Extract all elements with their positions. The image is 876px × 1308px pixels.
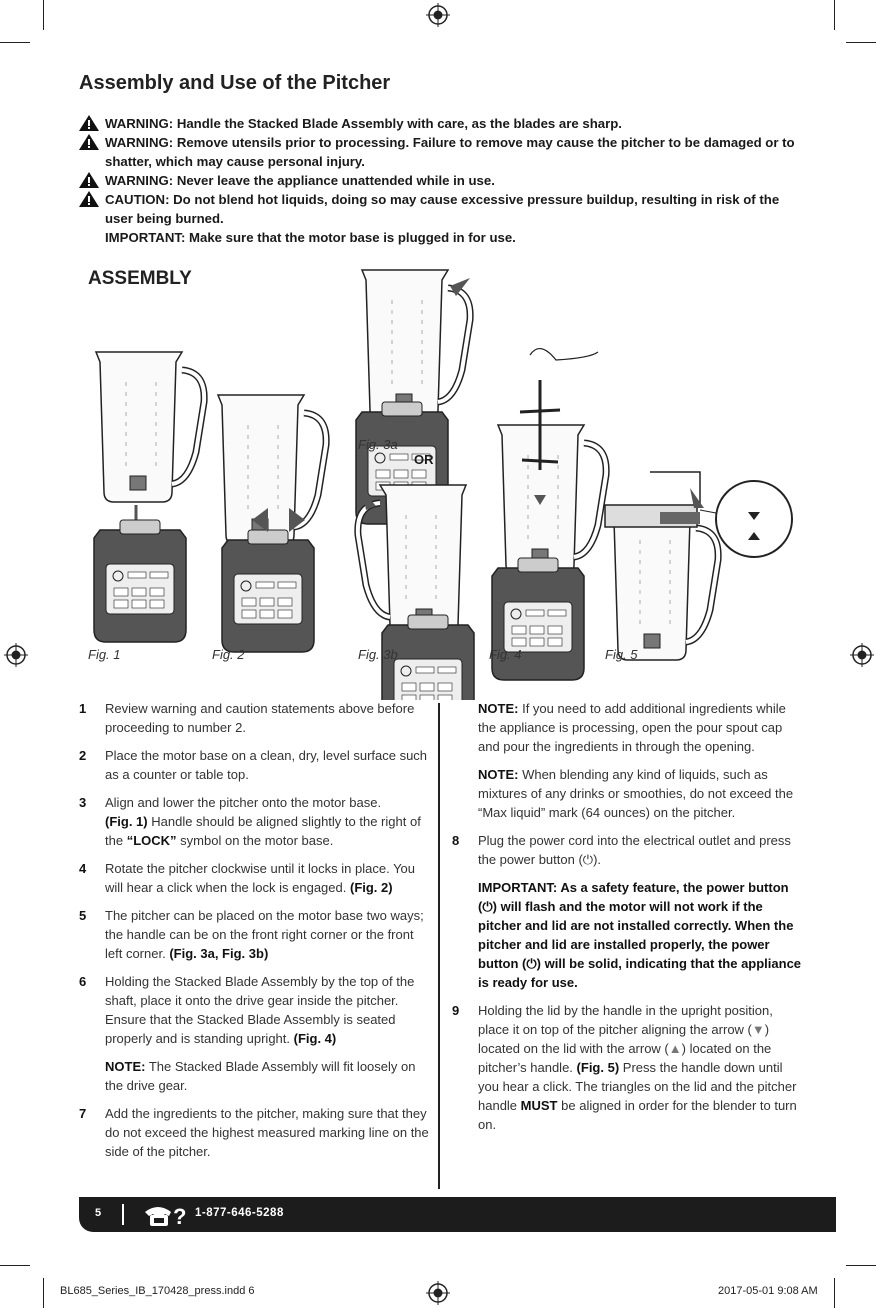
note: NOTE: The Stacked Blade Assembly will fit loosely on the drive gear. — [105, 1059, 416, 1093]
phone-number: 1-877-646-5288 — [195, 1207, 284, 1219]
registration-mark-icon — [426, 1281, 450, 1305]
phone-question-icon — [143, 1202, 189, 1228]
right-column — [452, 699, 804, 1143]
step-item: 4 Rotate the pitcher clockwise until it locks in place. You will hear a click when the lock is engaged. (Fig. 2) — [79, 861, 416, 895]
figure-label: Fig. 3b — [358, 647, 398, 662]
arrow-up-icon: ▲ — [668, 1041, 682, 1056]
step-item: 5 The pitcher can be placed on the motor base two ways; the handle can be on the front right corner or the front left corner. (Fig. 3a, Fig. 3b) — [79, 908, 424, 961]
note: NOTE: When blending any kind of liquids, such as mixtures of any drinks or smoothies, do not exceed the “Max liquid” mark (64 ounces) on the pitcher. — [478, 767, 794, 820]
power-icon: ⏻ — [526, 956, 537, 971]
step-item: 1 Review warning and caution statements above before proceeding to number 2. — [79, 701, 415, 735]
footer-bar — [79, 1197, 836, 1232]
step-item: 9 Holding the lid by the handle in the upright position, place it on top of the pitcher aligning the arrow (▼) located on the lid with the arrow (▲) located on the pitcher’s handle. (Fig. 5) Press the handle down until you hear a click. The triangles on the lid and the pitcher handle MUST be aligned in order for the blender to turn on. — [452, 1003, 797, 1132]
step-item: 7 Add the ingredients to the pitcher, making sure that they do not exceed the highest measured marking line on the side of the pitcher. — [79, 1106, 429, 1159]
step-item: 2 Place the motor base on a clean, dry, level surface such as a counter or table top. — [79, 748, 428, 782]
footer-divider — [122, 1204, 124, 1225]
caution-item: CAUTION: Do not blend hot liquids, doing so may cause excessive pressure buildup, resulting in risk of the user being burned. — [79, 190, 809, 228]
figure-label: Fig. 4 — [489, 647, 522, 662]
warning-item: WARNING: Remove utensils prior to processing. Failure to remove may cause the pitcher to be damaged or to shatter, which may cause personal injury. — [79, 133, 809, 171]
column-divider — [438, 703, 440, 1189]
important-note: IMPORTANT: As a safety feature, the power button (⏻) will flash and the motor will not work if the pitcher and lid are not installed correctly. When the pitcher and lid are installed properly, the power button (⏻) will be solid, indicating that the appliance is ready for use. — [478, 880, 802, 990]
crop-mark — [834, 1278, 835, 1308]
slug-filename: BL685_Series_IB_170428_press.indd 6 — [60, 1285, 255, 1297]
power-icon: ⏻ — [582, 852, 594, 867]
crop-mark — [43, 1278, 44, 1308]
important-item: IMPORTANT: Make sure that the motor base is plugged in for use. — [105, 230, 516, 245]
arrow-down-icon: ▼ — [751, 1022, 765, 1037]
figure-label: Fig. 1 — [88, 647, 121, 662]
power-icon: ⏻ — [482, 899, 493, 914]
or-label: OR — [414, 452, 434, 467]
page-title: Assembly and Use of the Pitcher — [79, 72, 391, 94]
page-number: 5 — [95, 1207, 102, 1219]
warning-item: WARNING: Never leave the appliance unattended while in use. — [79, 171, 809, 190]
crop-mark — [0, 1265, 30, 1266]
warning-item: WARNING: Handle the Stacked Blade Assembly with care, as the blades are sharp. — [79, 114, 809, 133]
left-column — [79, 699, 429, 1170]
step-item: 8 Plug the power cord into the electrical outlet and press the power button (⏻). — [452, 833, 791, 867]
slug-date: 2017-05-01 9:08 AM — [718, 1285, 818, 1297]
assembly-heading: ASSEMBLY — [88, 268, 192, 289]
figure-label: Fig. 3a — [358, 437, 398, 452]
crop-mark — [846, 1265, 876, 1266]
note: NOTE: If you need to add additional ingredients while the appliance is processing, open the pour spout cap and pour the ingredients in through the opening. — [478, 701, 786, 754]
step-item: 6 Holding the Stacked Blade Assembly by the top of the shaft, place it onto the drive gear inside the pitcher. Ensure that the Stacked Blade Assembly is seated properly and is standing upright. (Fig. 4) — [79, 974, 415, 1046]
step-item: 3 Align and lower the pitcher onto the motor base. (Fig. 1) Handle should be aligned slightly to the right of the “LOCK” symbol on the motor base. — [79, 795, 421, 848]
figure-label: Fig. 5 — [605, 647, 638, 662]
figure-label: Fig. 2 — [212, 647, 245, 662]
svg-text:?: ? — [173, 1204, 187, 1228]
